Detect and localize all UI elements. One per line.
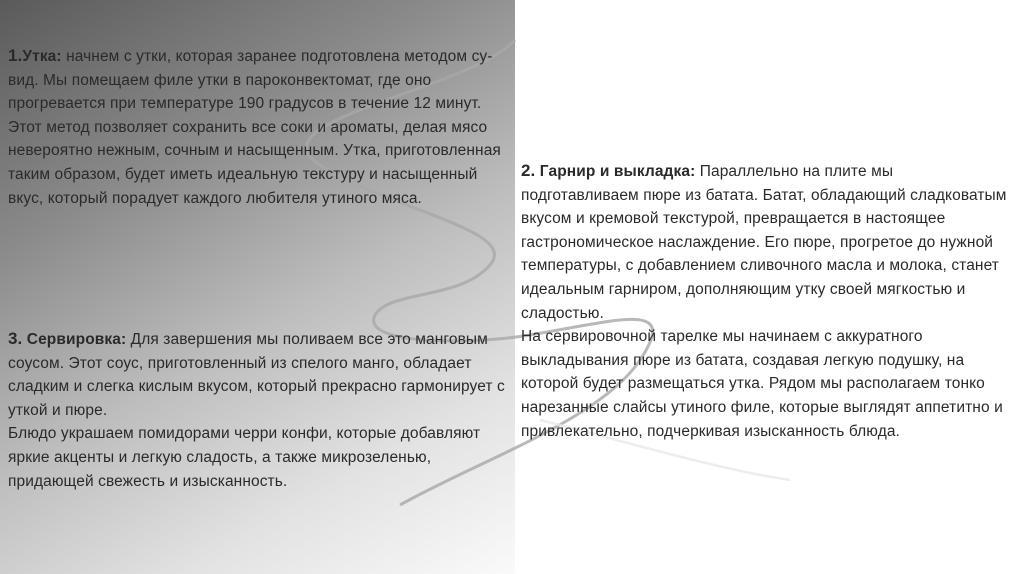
section-duck xyxy=(8,44,508,210)
section-number: 1. xyxy=(8,46,23,65)
section-duck-paragraph xyxy=(8,44,508,210)
section-serving-paragraph xyxy=(8,327,508,422)
section-heading: Гарнир и выкладка: xyxy=(535,163,696,180)
section-garnish-paragraph-2: На сервировочной тарелке мы начинаем с аккуратного выкладывания пюре из батата, создавая легкую подушку, на которой будет размещаться утка. Рядом мы располагаем тонко нарезанные слайсы утиного филе, которые выглядят аппетитно и привлекательно, подчеркивая изысканность блюда. xyxy=(521,328,1003,440)
section-garnish xyxy=(521,159,1011,443)
section-text: Для завершения мы поливаем все это манговым соусом. Этот соус, приготовленный из спелого манго, обладает сладким и слегка кислым вкусом, который прекрасно гармонирует с уткой и пюре. xyxy=(8,331,505,419)
section-number: 2. xyxy=(521,161,536,180)
section-heading: Сервировка: xyxy=(22,331,127,348)
section-serving-paragraph-2: Блюдо украшаем помидорами черри конфи, которые добавляют яркие акценты и легкую сладость, а также микрозеленью, придающей свежесть и изысканность. xyxy=(8,425,481,490)
section-heading: Утка: xyxy=(22,48,62,65)
section-text: Параллельно на плите мы подготавливаем пюре из батата. Батат, обладающий сладковатым вкусом и кремовой текстурой, превращается в настоящее гастрономическое наслаждение. Его пюре, прогретое до нужной температуры, с добавлением сливочного масла и молока, станет идеальным гарниром, дополняющим утку своей мягкостью и сладостью. xyxy=(521,163,1007,322)
section-text: начнем с утки, которая заранее подготовлена методом су-вид. Мы помещаем филе утки в пароконвектомат, где оно прогревается при температуре 190 градусов в течение 12 минут. Этот метод позволяет сохранить все соки и ароматы, делая мясо невероятно нежным, сочным и насыщенным. Утка, приготовленная таким образом, будет иметь идеальную текстуру и насыщенный вкус, который порадует каждого любителя утиного мяса. xyxy=(8,48,501,207)
section-serving xyxy=(8,327,508,493)
section-garnish-paragraph xyxy=(521,159,1011,325)
section-number: 3. xyxy=(8,329,23,348)
